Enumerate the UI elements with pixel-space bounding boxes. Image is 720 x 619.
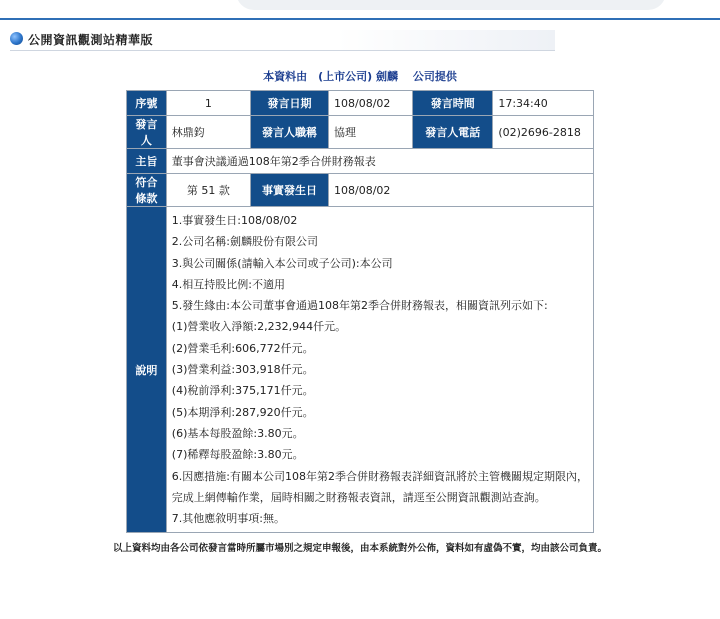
top-search-area[interactable] — [236, 0, 666, 10]
subject-value: 董事會決議通過108年第2季合併財務報表 — [166, 149, 593, 174]
speaker-value: 林鼎鈞 — [166, 116, 250, 149]
description-line: 2.公司名稱:劍麟股份有限公司 — [171, 235, 318, 249]
table-row — [127, 207, 594, 533]
seq-label: 序號 — [127, 91, 167, 116]
date-value: 108/08/02 — [329, 91, 413, 116]
table-row — [127, 174, 594, 207]
subject-label: 主旨 — [127, 149, 167, 174]
description-body — [166, 207, 593, 533]
description-line: (3)營業利益:303,918仟元。 — [171, 363, 314, 377]
description-line: 7.其他應敘明事項:無。 — [171, 512, 285, 526]
speaker-phone-value: (02)2696-2818 — [493, 116, 594, 149]
disclaimer-footer: 以上資料均由各公司依發言當時所屬市場別之規定申報後，由本系統對外公佈，資料如有虛偽不實，均由該公司負責。 — [112, 543, 607, 554]
date-label: 發言日期 — [251, 91, 329, 116]
time-value: 17:34:40 — [493, 91, 594, 116]
event-date-value: 108/08/02 — [329, 174, 594, 207]
table-row — [127, 116, 594, 149]
provider-line: 本資料由 (上市公司) 劍麟 公司提供 — [263, 70, 457, 83]
clause-value: 第 51 款 — [166, 174, 250, 207]
section-title: 公開資訊觀測站精華版 — [28, 33, 154, 47]
time-label: 發言時間 — [413, 91, 493, 116]
top-bar — [0, 0, 720, 20]
description-label: 說明 — [127, 207, 167, 533]
speaker-title-label: 發言人職稱 — [251, 116, 329, 149]
table-row — [127, 149, 594, 174]
speaker-phone-label: 發言人電話 — [413, 116, 493, 149]
description-line: 6.因應措施:有關本公司108年第2季合併財務報表詳細資訊將於主管機關規定期限內， — [171, 469, 588, 483]
globe-icon — [10, 32, 23, 45]
table-row — [127, 91, 594, 116]
description-line: (2)營業毛利:606,772仟元。 — [171, 341, 314, 355]
description-line: (6)基本每股盈餘:3.80元。 — [171, 426, 304, 440]
clause-label: 符合條款 — [127, 174, 167, 207]
description-line: 3.與公司關係(請輸入本公司或子公司):本公司 — [171, 256, 393, 270]
description-line: 4.相互持股比例:不適用 — [171, 277, 285, 291]
speaker-label: 發言人 — [127, 116, 167, 149]
seq-value: 1 — [166, 91, 250, 116]
description-line: 5.發生緣由:本公司董事會通過108年第2季合併財務報表，相關資訊列示如下: — [171, 299, 548, 313]
event-date-label: 事實發生日 — [251, 174, 329, 207]
description-line: (7)稀釋每股盈餘:3.80元。 — [171, 448, 304, 462]
description-line: (4)稅前淨利:375,171仟元。 — [171, 384, 314, 398]
section-title-bar — [10, 30, 555, 51]
description-line: 1.事實發生日:108/08/02 — [171, 214, 298, 227]
description-line: (1)營業收入淨額:2,232,944仟元。 — [171, 320, 347, 334]
announcement-table — [126, 90, 594, 533]
description-line: (5)本期淨利:287,920仟元。 — [171, 405, 314, 419]
description-line: 完成上網傳輸作業，屆時相關之財務報表資訊，請逕至公開資訊觀測站查詢。 — [171, 490, 546, 504]
speaker-title-value: 協理 — [329, 116, 413, 149]
